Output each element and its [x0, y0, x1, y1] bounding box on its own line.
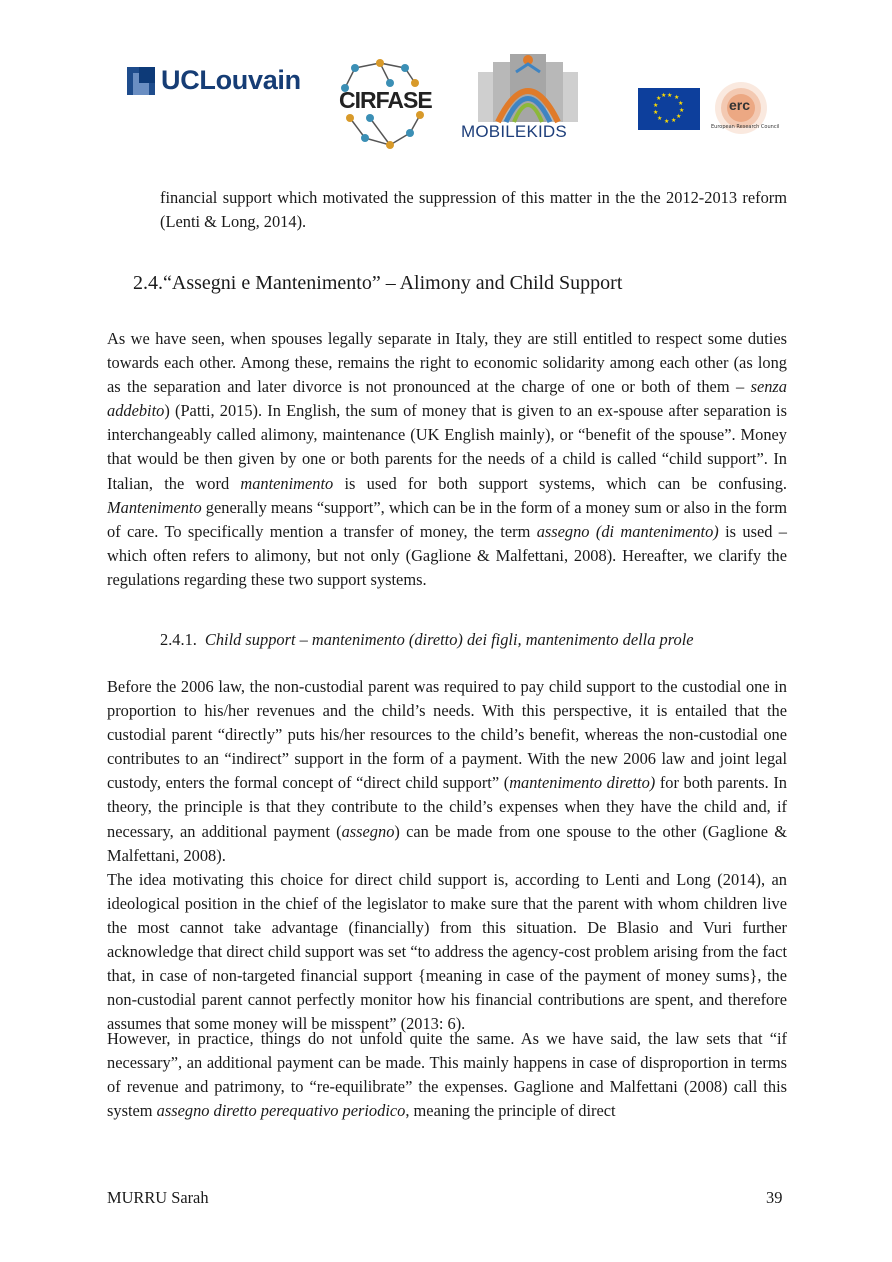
header-logos	[0, 48, 892, 158]
svg-text:★: ★	[656, 95, 662, 102]
uclouvain-logo-text: UCLouvain	[161, 65, 301, 95]
erc-logo-text: erc	[729, 97, 751, 113]
subsection-title: Child support – mantenimento (diretto) dei figli, mantenimento della prole	[204, 630, 694, 649]
svg-text:★: ★	[653, 102, 659, 109]
svg-text:★: ★	[676, 113, 682, 120]
erc-caption: European Research Council	[711, 124, 780, 130]
mobilekids-building-icon	[458, 50, 598, 125]
svg-text:★: ★	[661, 92, 667, 99]
svg-text:★: ★	[679, 107, 685, 114]
continuation-paragraph: financial support which motivated the suppression of this matter in the the 2012-2013 reform (Lenti & Long, 2014).	[160, 188, 787, 231]
erc-logo	[707, 72, 775, 150]
svg-text:★: ★	[653, 109, 659, 116]
subsection-number: 2.4.1.	[160, 630, 197, 649]
svg-text:★: ★	[664, 118, 670, 125]
section-number: 2.4.	[133, 272, 163, 294]
eu-flag-icon	[638, 88, 700, 130]
page-number: 39	[766, 1188, 783, 1207]
mobilekids-logo-text: MOBILEKIDS	[461, 122, 567, 141]
cirfase-logo-text: CIRFASE	[339, 87, 432, 113]
section-heading	[133, 272, 622, 295]
paragraph-child-support: Before the 2006 law, the non-custodial parent was required to pay child support to the custodial one in proportion to his/her revenues and the child’s needs. With this perspective, it is entailed that the custodial parent “directly” puts his/her resources to the child’s benefit, whereas the non-custodial one contributes to an “indirect” support in the form of a payment. With the new 2006 law and joint legal custody, enters the formal concept of “direct child support” (mantenimento diretto) for both parents. In theory, the principle is that they contribute to the child’s expenses when they have the child and, if necessary, an additional payment (assegno) can be made from one spouse to the other (Gaglione & Malfettani, 2008). The idea motivating this choice for direct child support is, according to Lenti and Long (2014), an ideological position in the chief of the legislator to make sure that the parent with whom children live the most cannot take advantage (financially) from this situation. De Blasio and Vuri further acknowledge that direct child support was set “to address the agency-cost problem arising from the fact that, in case of non-targeted financial support {meaning in case of the payment of money sums}, the non-custodial parent cannot perfectly monitor how his financial contributions are spent, and therefore assumes that some money will be misspent” (2013: 6).	[107, 675, 787, 1036]
mobilekids-logo	[458, 50, 598, 150]
section-title: “Assegni e Mantenimento” – Alimony and Child Support	[163, 272, 623, 294]
paragraph-motivation: The idea motivating this choice for direct child support is, according to Lenti and Long (2014), an ideological position in the chief of the legislator to make sure that the parent with whom children live the most cannot take advantage (financially) from this situation. De Blasio and Vuri further acknowledge that direct child support was set “to address the agency-cost problem arising from the fact that, in case of non-targeted financial support {meaning in case of the payment of money sums}, the non-custodial parent cannot perfectly monitor how his financial contributions are spent, and therefore assumes that some money will be misspent” (2013: 6).	[107, 869, 787, 1034]
subsection-heading	[160, 630, 694, 650]
svg-text:★: ★	[667, 92, 673, 99]
cirfase-logo	[335, 53, 430, 153]
svg-text:★: ★	[657, 115, 663, 122]
svg-text:★: ★	[674, 94, 680, 101]
svg-text:★: ★	[678, 100, 684, 107]
paragraph-alimony-intro: As we have seen, when spouses legally separate in Italy, they are still entitled to respect some duties towards each other. Among these, remains the right to economic solidarity among each other (as long as the separation and later divorce is not pronounced at the charge of one or both of them – senza addebito) (Patti, 2015). In English, the sum of money that is given to an ex-spouse after separation is interchangeably called alimony, maintenance (UK English mainly), or “benefit of the spouse”. Money that would be then given by one or both parents for the needs of a child is called “child support”. In Italian, the word mantenimento is used for both support systems, which can be confusing. Mantenimento generally means “support”, which can be in the form of a money sum or also in the form of care. To specifically mention a transfer of money, the term assegno (di mantenimento) is used – which often refers to alimony, but not only (Gaglione & Malfettani, 2008). Hereafter, we clarify the regulations regarding these two support systems.	[107, 329, 787, 589]
svg-text:★: ★	[671, 117, 677, 124]
paragraph-in-practice: However, in practice, things do not unfold quite the same. As we have said, the law sets that “if necessary”, an additional payment can be made. This mainly happens in case of disproportion in terms of revenue and patrimony, to “re-equilibrate” the expenses. Gaglione and Malfettani (2008) call this system assegno diretto perequativo periodico, meaning the principle of direct	[107, 1029, 787, 1121]
footer-author: MURRU Sarah	[107, 1188, 209, 1207]
